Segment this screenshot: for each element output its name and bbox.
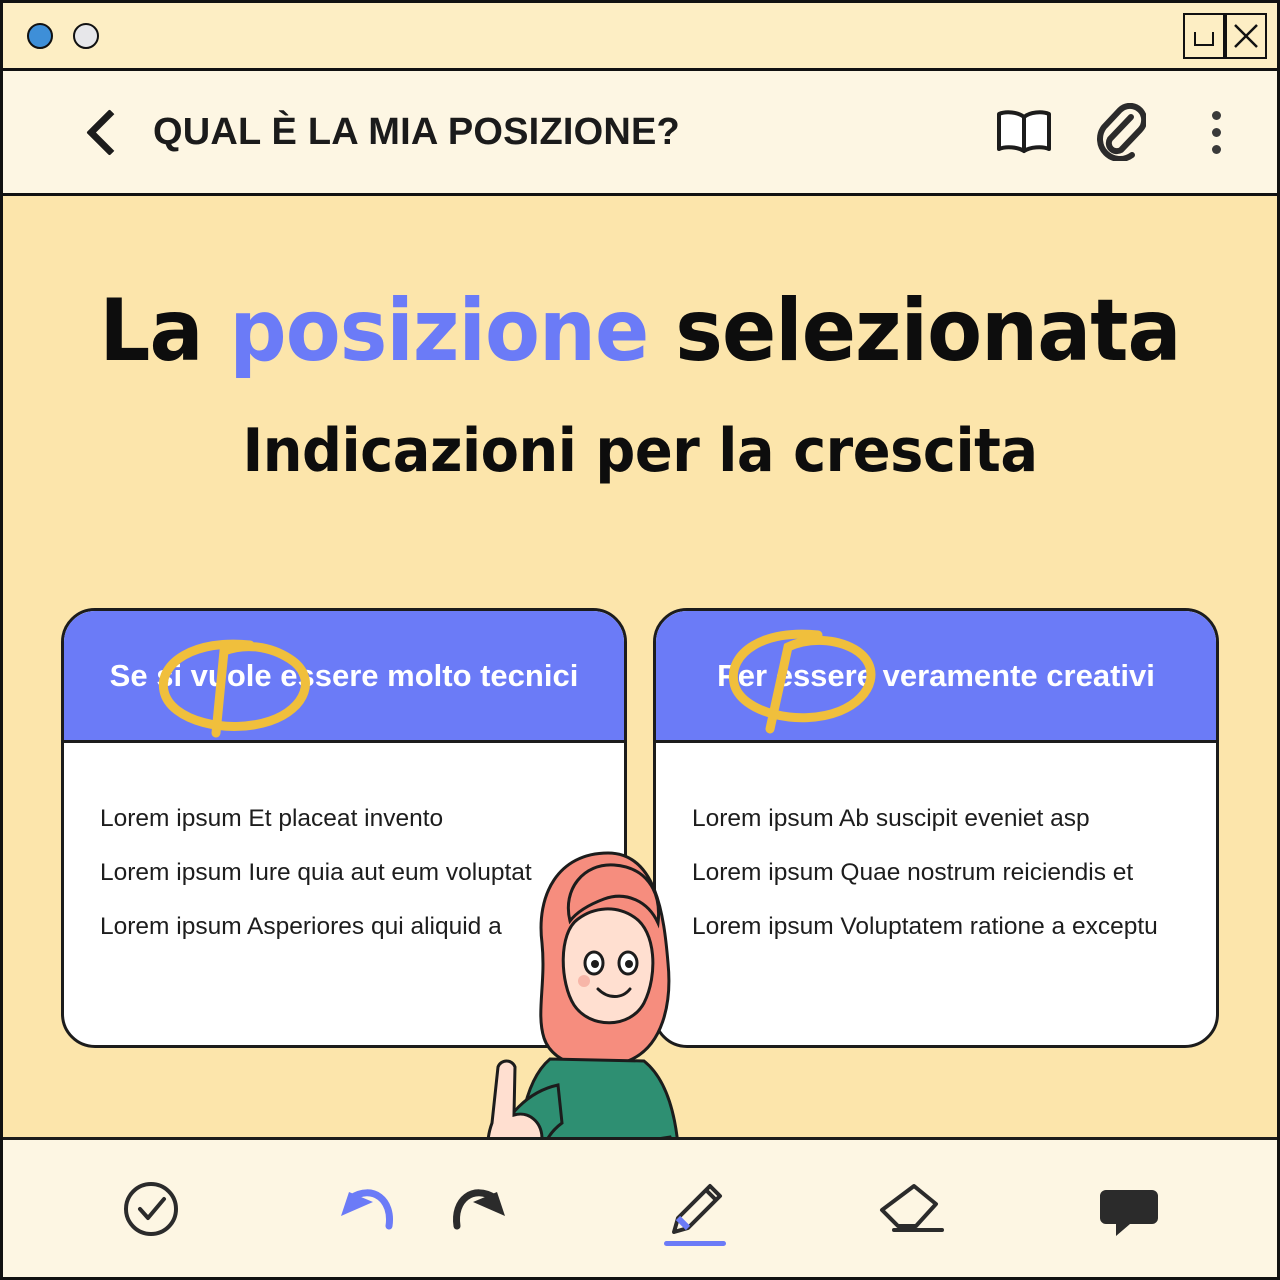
slide-headline bbox=[48, 281, 1233, 381]
paperclip-icon[interactable] bbox=[1089, 101, 1151, 163]
list-item: Lorem ipsum Quae nostrum reiciendis et bbox=[692, 859, 1134, 886]
window-dots bbox=[27, 23, 99, 49]
chevron-left-icon[interactable] bbox=[83, 108, 123, 156]
card-header bbox=[64, 611, 624, 743]
pen-icon[interactable] bbox=[652, 1166, 738, 1252]
list-item: Lorem ipsum Et placeat invento bbox=[100, 805, 444, 832]
slide-canvas[interactable] bbox=[3, 196, 1277, 1137]
card-header bbox=[656, 611, 1216, 743]
card-title: Se si vuole essere molto tecnici bbox=[109, 657, 579, 693]
minimize-button[interactable] bbox=[1183, 13, 1225, 59]
list-item: Lorem ipsum Iure quia aut eum voluptat bbox=[100, 859, 532, 886]
eraser-icon[interactable] bbox=[869, 1166, 955, 1252]
list-item: Lorem ipsum Asperiores qui aliquid a bbox=[100, 913, 502, 940]
card-title: Per essere veramente creativi bbox=[717, 657, 1155, 693]
undo-redo-group bbox=[325, 1166, 521, 1252]
comment-icon[interactable] bbox=[1086, 1166, 1172, 1252]
window-controls bbox=[1183, 13, 1267, 59]
undo-icon[interactable] bbox=[325, 1166, 411, 1252]
close-icon bbox=[1231, 21, 1261, 51]
list-item: Lorem ipsum Ab suscipit eveniet asp bbox=[692, 805, 1090, 832]
app-header bbox=[3, 71, 1277, 196]
list-item: Lorem ipsum Voluptatem ratione a exceptu bbox=[692, 913, 1158, 940]
headline-accent: posizione bbox=[229, 281, 649, 381]
headline-part1: La bbox=[99, 281, 230, 381]
book-icon[interactable] bbox=[993, 101, 1055, 163]
close-button[interactable] bbox=[1225, 13, 1267, 59]
bottom-toolbar bbox=[3, 1137, 1277, 1277]
window-dot-blue[interactable] bbox=[27, 23, 53, 49]
check-circle-icon[interactable] bbox=[108, 1166, 194, 1252]
headline-part2: selezionata bbox=[648, 281, 1181, 381]
woman-pointing-up-illustration bbox=[458, 823, 758, 1137]
title-bar bbox=[3, 3, 1277, 71]
slide-subheadline: Indicazioni per la crescita bbox=[242, 416, 1038, 486]
redo-icon[interactable] bbox=[435, 1166, 521, 1252]
header-actions bbox=[993, 101, 1247, 163]
more-options-icon[interactable] bbox=[1185, 101, 1247, 163]
window-dot-grey[interactable] bbox=[73, 23, 99, 49]
minimize-icon bbox=[1194, 32, 1214, 46]
page-title: QUAL È LA MIA POSIZIONE? bbox=[153, 110, 680, 153]
